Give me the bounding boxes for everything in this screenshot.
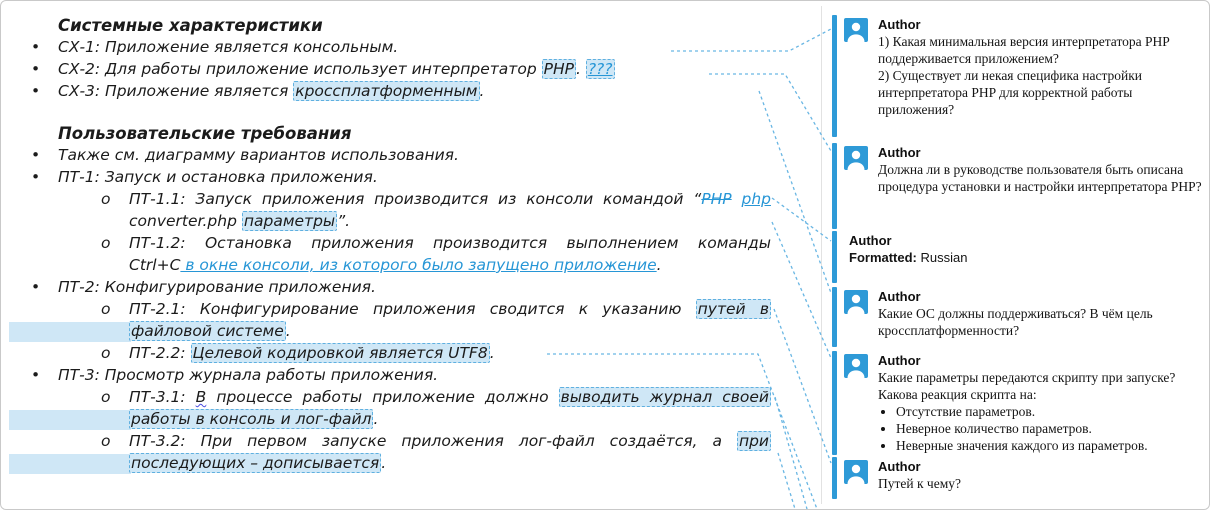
comment-anchor[interactable]: Целевой кодировкой является UTF8	[192, 344, 488, 362]
doc-text: ПТ-2.1: Конфигурирование приложения сводится к указанию	[129, 300, 696, 318]
doc-text: ПТ-1.1: Запуск приложения производится из консоли командой “	[129, 190, 702, 208]
comment-highlight-band	[9, 410, 131, 430]
comment-anchor[interactable]: выводить журнал своей	[560, 388, 769, 406]
doc-text: Также см. диаграмму вариантов использования.	[58, 146, 459, 164]
doc-text: ПТ-3.2: При первом запуске приложения лог-файл создаётся, а	[129, 432, 737, 450]
doc-text: процессе работы приложение должно	[206, 388, 559, 406]
bullet-marker: o	[101, 388, 111, 406]
comment-bullet-item: • Неверные значения каждого из параметров.	[896, 437, 1202, 454]
comment-selection-bar	[832, 351, 837, 455]
comment-card[interactable]	[878, 161, 1202, 195]
comment-anchor[interactable]: ???	[587, 60, 613, 78]
comment-card[interactable]	[878, 369, 1202, 454]
comment-bullet-item: • Неверное количество параметров.	[896, 420, 1202, 437]
doc-text: .	[285, 322, 291, 340]
comment-author: Author	[878, 17, 921, 32]
doc-text: ПТ-1: Запуск и остановка приложения.	[58, 168, 378, 186]
doc-text: .	[575, 60, 586, 78]
comment-selection-bar	[832, 287, 837, 347]
doc-line	[129, 431, 771, 452]
doc-text: .	[656, 256, 662, 274]
comment-text: Какие ОС должны поддерживаться? В чём цель кроссплатформенности?	[878, 306, 1153, 338]
doc-heading	[58, 123, 351, 144]
comment-card[interactable]	[878, 33, 1202, 118]
comment-anchor[interactable]: параметры	[243, 212, 336, 230]
comment-text: Какие параметры передаются скрипту при запуске? Какова реакция скрипта на:	[878, 370, 1176, 402]
doc-text: .	[479, 82, 485, 100]
formatted-change-text: Formatted: Russian	[849, 250, 968, 265]
comment-text: 1) Какая минимальная версия интерпретатора PHP поддерживается приложением?	[878, 34, 1170, 66]
author-avatar-icon	[844, 354, 868, 378]
tracked-insertion: в окне консоли, из которого было запущено приложение	[180, 256, 657, 274]
doc-text: Ctrl+C	[129, 256, 181, 274]
doc-text: converter.php	[129, 212, 242, 230]
bullet-marker: o	[101, 234, 111, 252]
bullet-marker: o	[101, 344, 111, 362]
bullet-marker: •	[31, 38, 41, 56]
doc-heading	[58, 15, 323, 36]
comment-anchor[interactable]: при	[738, 432, 769, 450]
doc-text: СХ-2: Для работы приложение использует интерпретатор	[58, 60, 542, 78]
doc-line	[129, 453, 386, 474]
comment-author: Author	[878, 353, 921, 368]
comment-text: Путей к чему?	[878, 476, 961, 491]
doc-text: ПТ-3.1:	[129, 388, 196, 406]
bullet-marker: •	[31, 278, 41, 296]
bullet-marker: •	[31, 82, 41, 100]
author-avatar-icon	[844, 290, 868, 314]
bullet-marker: •	[31, 366, 41, 384]
bullet-marker: •	[31, 168, 41, 186]
doc-line	[58, 365, 438, 386]
doc-text: СХ-3: Приложение является	[58, 82, 294, 100]
doc-text: ПТ-2.2:	[129, 344, 191, 362]
formatted-label: Formatted:	[849, 250, 917, 265]
comment-selection-bar	[832, 231, 837, 283]
comment-anchor[interactable]: последующих – дописывается	[131, 454, 380, 472]
doc-line	[129, 343, 495, 364]
tracked-deletion: PHP	[701, 190, 732, 208]
doc-line	[58, 277, 376, 298]
bullet-marker: o	[101, 190, 111, 208]
author-avatar-icon	[844, 18, 868, 42]
comment-bullet-list	[882, 403, 1202, 454]
doc-text: СХ-1: Приложение является консольным.	[58, 38, 399, 56]
comment-card[interactable]	[878, 305, 1202, 339]
bullet-marker: o	[101, 300, 111, 318]
panel-divider	[821, 6, 822, 504]
comment-author: Author	[849, 233, 892, 248]
comment-anchor[interactable]: кроссплатформенным	[295, 82, 478, 100]
doc-line	[129, 321, 291, 342]
comment-author: Author	[878, 145, 921, 160]
author-avatar-icon	[844, 146, 868, 170]
comment-selection-bar	[832, 143, 837, 229]
doc-text: .	[373, 410, 379, 428]
bullet-marker: o	[101, 432, 111, 450]
comment-anchor[interactable]: файловой системе	[131, 322, 284, 340]
doc-text: ПТ-1.2: Остановка приложения производится выполнением команды	[129, 234, 771, 252]
doc-text: Пользовательские требования	[58, 124, 352, 143]
doc-text: .	[381, 454, 387, 472]
doc-text: ”.	[337, 212, 351, 230]
comment-bullet-item: • Отсутствие параметров.	[896, 403, 1202, 420]
comment-author: Author	[878, 289, 921, 304]
comment-text: Должна ли в руководстве пользователя быть описана процедура установки и настройки интерпретатора PHP?	[878, 162, 1202, 194]
comment-highlight-band	[9, 454, 131, 474]
doc-line	[58, 145, 459, 166]
doc-line	[58, 81, 484, 102]
doc-line	[129, 387, 771, 408]
doc-line	[129, 409, 378, 430]
comment-anchor[interactable]: работы в консоль и лог-файл	[131, 410, 372, 428]
doc-line	[129, 189, 771, 210]
doc-line	[129, 233, 771, 254]
doc-line	[129, 211, 350, 232]
comment-anchor[interactable]: PHP	[543, 60, 574, 78]
comment-anchor[interactable]: путей в	[697, 300, 769, 318]
spellcheck-word: В	[195, 388, 207, 406]
doc-text: ПТ-2: Конфигурирование приложения.	[58, 278, 376, 296]
doc-line	[129, 299, 771, 320]
doc-text	[732, 190, 742, 208]
doc-line	[58, 167, 378, 188]
doc-line	[58, 37, 398, 58]
bullet-marker: •	[31, 146, 41, 164]
comment-highlight-band	[9, 322, 131, 342]
doc-line	[129, 255, 662, 276]
doc-text: ПТ-3: Просмотр журнала работы приложения.	[58, 366, 439, 384]
comment-author: Author	[878, 459, 921, 474]
doc-text: .	[489, 344, 495, 362]
comment-card[interactable]	[878, 475, 1202, 492]
bullet-marker: •	[31, 60, 41, 78]
doc-line	[58, 59, 615, 80]
tracked-insertion: php	[741, 190, 771, 208]
comment-selection-bar	[832, 15, 837, 137]
comment-selection-bar	[832, 457, 837, 499]
doc-text: Системные характеристики	[58, 16, 323, 35]
author-avatar-icon	[844, 460, 868, 484]
comment-text: 2) Существует ли некая специфика настройки интерпретатора PHP для корректной работы приложения?	[878, 68, 1143, 117]
